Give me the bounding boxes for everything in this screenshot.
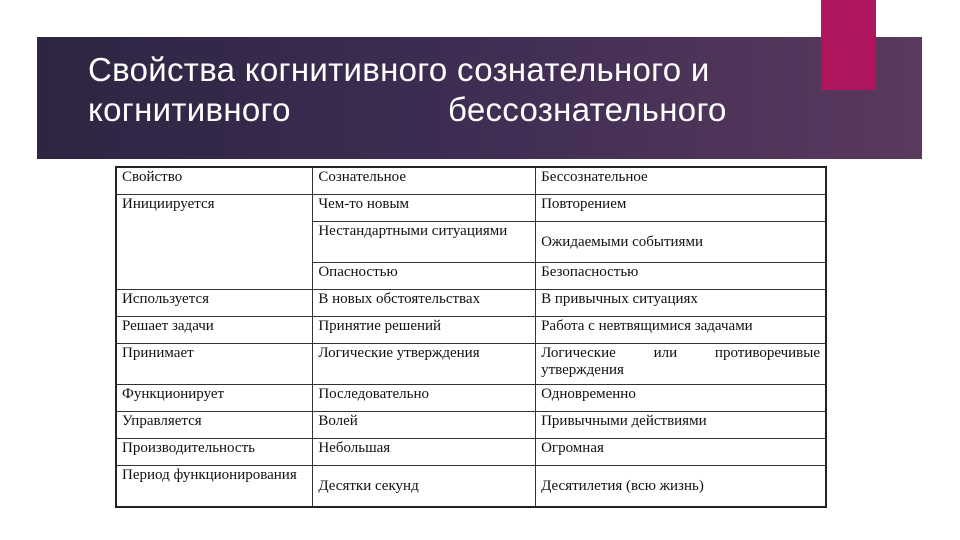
cell-conscious: Принятие решений — [313, 317, 536, 344]
cell-unconscious: Ожидаемыми событиями — [536, 222, 826, 263]
cell-unconscious: Повторением — [536, 195, 826, 222]
cell-conscious: В новых обстоятельствах — [313, 290, 536, 317]
properties-table — [115, 166, 827, 508]
table-row — [116, 412, 826, 439]
table-row — [116, 385, 826, 412]
cell-conscious: Волей — [313, 412, 536, 439]
cell-property: Принимает — [116, 344, 313, 385]
cell-unconscious: Логические или противоречивые утверждения — [536, 344, 826, 385]
cell-unconscious: Работа с невтвящимися задачами — [536, 317, 826, 344]
cell-conscious: Десятки секунд — [313, 466, 536, 508]
title-line-2-right: бессознательного — [448, 91, 727, 128]
cell-unconscious: Одновременно — [536, 385, 826, 412]
table-row — [116, 290, 826, 317]
table-row — [116, 195, 826, 222]
title-line-1: Свойства когнитивного сознательного и — [88, 51, 710, 88]
cell-unconscious: Безопасностью — [536, 263, 826, 290]
cell-property: Решает задачи — [116, 317, 313, 344]
accent-bar — [821, 0, 876, 90]
cell-conscious: Нестандартными ситуациями — [313, 222, 536, 263]
cell-property: Производительность — [116, 439, 313, 466]
table-row — [116, 439, 826, 466]
title-line-2-left: когнитивного — [88, 91, 291, 128]
header-conscious: Сознательное — [313, 167, 536, 195]
header-unconscious: Бессознательное — [536, 167, 826, 195]
table-header-row — [116, 167, 826, 195]
cell-property: Период функционирования — [116, 466, 313, 508]
table-row — [116, 317, 826, 344]
cell-unconscious: В привычных ситуациях — [536, 290, 826, 317]
cell-unconscious: Огромная — [536, 439, 826, 466]
cell-conscious: Последовательно — [313, 385, 536, 412]
cell-property: Инициируется — [116, 195, 313, 290]
cell-property: Управляется — [116, 412, 313, 439]
cell-conscious: Опасностью — [313, 263, 536, 290]
cell-property: Функционирует — [116, 385, 313, 412]
header-property: Свойство — [116, 167, 313, 195]
slide-title — [88, 50, 818, 130]
cell-conscious: Небольшая — [313, 439, 536, 466]
cell-conscious: Чем-то новым — [313, 195, 536, 222]
cell-conscious: Логические утверждения — [313, 344, 536, 385]
table-row — [116, 344, 826, 385]
cell-property: Используется — [116, 290, 313, 317]
cell-unconscious: Привычными действиями — [536, 412, 826, 439]
table-row — [116, 466, 826, 508]
cell-unconscious: Десятилетия (всю жизнь) — [536, 466, 826, 508]
